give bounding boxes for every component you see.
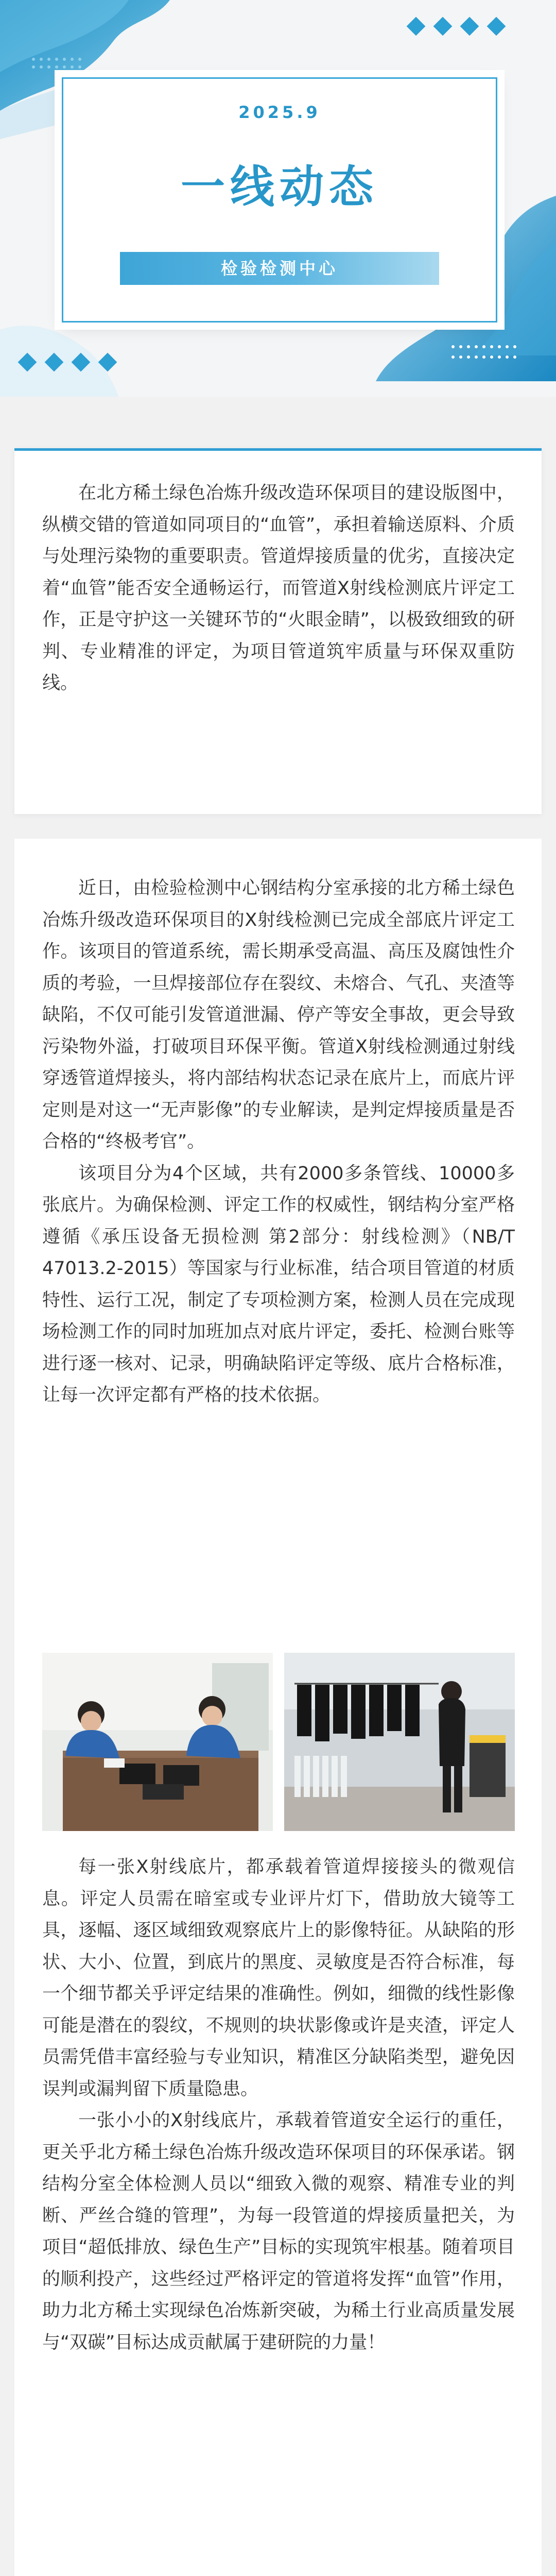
diamond-row-top	[409, 20, 503, 33]
photo-film-drying-room	[284, 1653, 515, 1831]
diamond-icon	[18, 353, 37, 372]
diamond-icon	[433, 17, 453, 36]
title-card	[62, 77, 497, 323]
header-banner	[0, 0, 556, 397]
diamond-icon	[460, 17, 479, 36]
diamond-icon	[407, 17, 426, 36]
intro-card	[14, 448, 542, 814]
diamond-icon	[487, 17, 506, 36]
article-block-1	[42, 873, 515, 1412]
diamond-row-bottom	[21, 355, 114, 369]
article-paragraph: 近日，由检验检测中心钢结构分室承接的北方稀土绿色冶炼升级改造环保项目的X射线检测已完成全部底片评定工作。该项目的管道系统，需长期承受高温、高压及腐蚀性介质的考验，一旦焊接部位存在裂纹、未熔合、气孔、夹渣等缺陷，不仅可能引发管道泄漏、停产等安全事故，更会导致污染物外溢，打破项目环保平衡。管道X射线检测通过射线穿透管道焊接头，将内部结构状态记录在底片上，而底片评定则是对这一“无声影像”的专业解读，是判定焊接质量是否合格的“终极考官”。	[42, 878, 515, 1152]
article-paragraph: 每一张X射线底片，都承载着管道焊接接头的微观信息。评定人员需在暗室或专业评片灯下，借助放大镜等工具，逐幅、逐区域细致观察底片上的影像特征。从缺陷的形状、大小、位置，到底片的黑度、灵敏度是否符合标准，每一个细节都关乎评定结果的准确性。例如，细微的线性影像可能是潜在的裂纹，不规则的块状影像或许是夹渣，评定人员需凭借丰富经验与专业知识，精准区分缺陷类型，避免因误判或漏判留下质量隐患。	[42, 1857, 515, 2099]
dot-grid-icon	[31, 57, 88, 77]
article-card	[14, 839, 542, 2576]
page-title: 一线动态	[181, 161, 378, 213]
department-banner: 检验检测中心	[120, 252, 439, 285]
article-paragraph: 该项目分为4个区域，共有2000多条管线、10000多张底片。为确保检测、评定工作的权威性，钢结构分室严格遵循《承压设备无损检测 第2部分：射线检测》（NB/T 47013.2-2015）等国家与行业标准，结合项目管道的材质特性、运行工况，制定了专项检测方案，检测人员在完成现场检测工作的同时加班加点对底片评定，委托、检测台账等进行逐一核对、记录，明确缺陷评定等级、底片合格标准，让每一次评定都有严格的技术依据。	[42, 1163, 515, 1405]
intro-paragraph: 在北方稀土绿色冶炼升级改造环保项目的建设版图中，纵横交错的管道如同项目的“血管”，承担着输送原料、介质与处理污染物的重要职责。管道焊接质量的优劣，直接决定着“血管”能否安全通畅运行，而管道X射线检测底片评定工作，正是守护这一关键环节的“火眼金睛”，以极致细致的研判、专业精准的评定，为项目管道筑牢质量与环保双重防线。	[42, 483, 515, 693]
diamond-icon	[72, 353, 91, 372]
photo-film-review-team	[42, 1653, 273, 1831]
article-paragraph: 一张小小的X射线底片，承载着管道安全运行的重任，更关乎北方稀土绿色冶炼升级改造环保项目的环保承诺。钢结构分室全体检测人员以“细致入微的观察、精准专业的判断、严丝合缝的管理”，为每一段管道的焊接质量把关，为项目“超低排放、绿色生产”目标的实现筑牢根基。随着项目的顺利投产，这些经过严格评定的管道将发挥“血管”作用，助力北方稀土实现绿色冶炼新突破，为稀土行业高质量发展与“双碳”目标达成贡献属于建研院的力量！	[42, 2110, 515, 2353]
dot-grid-icon	[450, 344, 528, 365]
diamond-icon	[98, 353, 117, 372]
issue-date: 2025.9	[238, 103, 321, 122]
diamond-icon	[45, 353, 64, 372]
article-block-2	[42, 1852, 515, 2359]
